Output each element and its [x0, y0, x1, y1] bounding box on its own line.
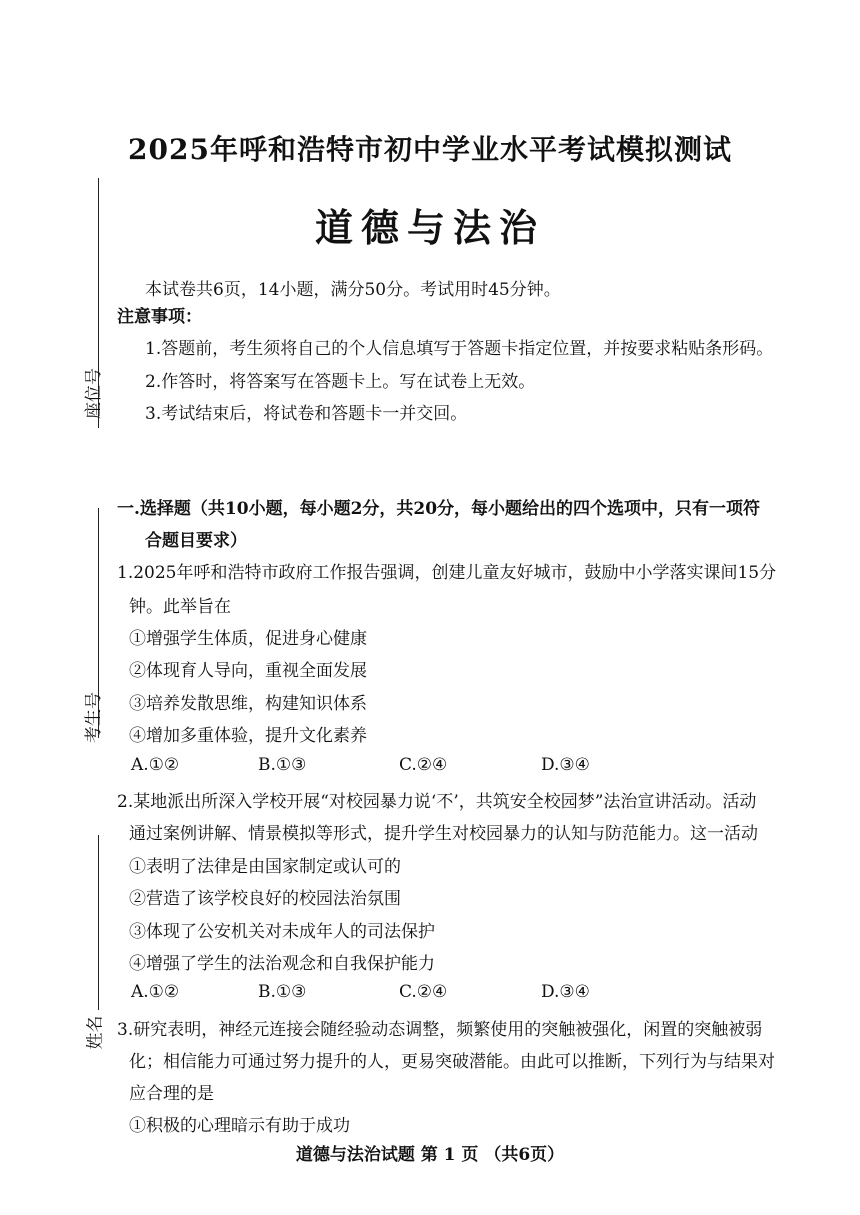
- question-3-stem: 3.研究表明，神经元连接会随经验动态调整，频繁使用的突触被强化，闲置的突触被弱: [117, 1020, 763, 1040]
- exam-title: 2025年呼和浩特市初中学业水平考试模拟测试: [128, 133, 732, 166]
- question-2-statement: ②营造了该学校良好的校园法治氛围: [129, 889, 401, 909]
- seat-number-label: 座位号: [84, 368, 104, 419]
- question-1-stem: 1.2025年呼和浩特市政府工作报告强调，创建儿童友好城市，鼓励中小学落实课间15分: [117, 563, 777, 583]
- question-3-stem-cont: 化；相信能力可通过努力提升的人，更易突破潜能。由此可以推断，下列行为与结果对: [129, 1052, 775, 1072]
- question-2-option-b: B.①③: [258, 982, 307, 1002]
- exam-info: 本试卷共6页，14小题，满分50分。考试用时45分钟。: [145, 280, 561, 300]
- subject-title: 道德与法治: [314, 205, 545, 250]
- notice-item: 1.答题前，考生须将自己的个人信息填写于答题卡指定位置，并按要求粘贴条形码。: [145, 339, 774, 359]
- question-2-statement: ③体现了公安机关对未成年人的司法保护: [129, 922, 435, 942]
- question-1-statement: ①增强学生体质，促进身心健康: [129, 629, 367, 649]
- question-1-option-b: B.①③: [258, 755, 307, 775]
- notice-item: 2.作答时，将答案写在答题卡上。写在试卷上无效。: [145, 372, 536, 392]
- section-heading: 一.选择题（共10小题，每小题2分，共20分，每小题给出的四个选项中，只有一项符: [117, 499, 761, 519]
- exam-number-label: 考生号: [84, 692, 104, 743]
- question-3-statement: ①积极的心理暗示有助于成功: [129, 1116, 350, 1136]
- question-2-stem: 2.某地派出所深入学校开展“对校园暴力说‘不’，共筑安全校园梦”法治宣讲活动。活动: [117, 792, 757, 812]
- notice-title: 注意事项：: [117, 307, 202, 327]
- question-1-option-d: D.③④: [541, 755, 590, 775]
- question-2-option-d: D.③④: [541, 982, 590, 1002]
- question-1-statement: ③培养发散思维，构建知识体系: [129, 694, 367, 714]
- question-2-option-a: A.①②: [131, 982, 180, 1002]
- page-footer: 道德与法治试题 第 1 页 （共6页）: [295, 1145, 565, 1165]
- notice-item: 3.考试结束后，将试卷和答题卡一并交回。: [145, 404, 468, 424]
- question-1-statement: ④增加多重体验，提升文化素养: [129, 726, 367, 746]
- question-1-option-c: C.②④: [399, 755, 448, 775]
- section-heading-cont: 合题目要求）: [145, 531, 247, 551]
- question-2-stem-cont: 通过案例讲解、情景模拟等形式，提升学生对校园暴力的认知与防范能力。这一活动: [129, 824, 758, 844]
- question-2-statement: ①表明了法律是由国家制定或认可的: [129, 857, 401, 877]
- question-1-stem-cont: 钟。此举旨在: [129, 597, 231, 617]
- question-2-statement: ④增强了学生的法治观念和自我保护能力: [129, 954, 435, 974]
- question-3-stem-cont: 应合理的是: [129, 1084, 214, 1104]
- name-label: 姓名: [85, 1015, 106, 1050]
- question-1-option-a: A.①②: [131, 755, 180, 775]
- margin-line-name: [98, 835, 99, 1010]
- question-2-option-c: C.②④: [399, 982, 448, 1002]
- question-1-statement: ②体现育人导向，重视全面发展: [129, 661, 367, 681]
